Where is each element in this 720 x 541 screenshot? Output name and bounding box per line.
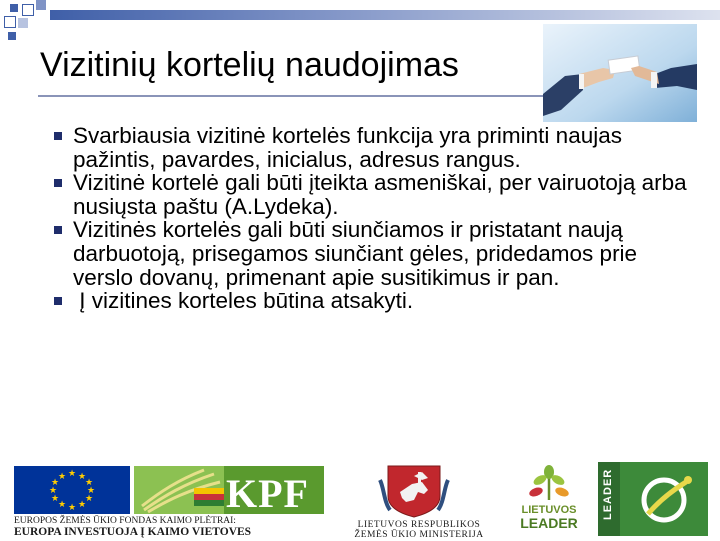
square-bullet-icon <box>54 226 62 234</box>
handshake-business-card-photo <box>543 24 697 122</box>
svg-text:★: ★ <box>77 472 87 482</box>
svg-text:★: ★ <box>84 478 94 488</box>
svg-text:★: ★ <box>77 500 87 510</box>
decor-square <box>18 18 28 28</box>
list-item <box>62 289 692 313</box>
title-underline <box>38 95 555 97</box>
leader-square-logo <box>598 462 708 536</box>
bullet-text: Vizitinės kortelės gali būti siunčiamos ir pristatant naują darbuotoją, prisegamos siunčiant gėles, pridedamos prie verslo dovanų, primenant apie susitikimus ir pan. <box>73 217 638 290</box>
square-bullet-icon <box>54 297 62 305</box>
coat-of-arms-logo <box>378 462 450 518</box>
bullet-text: Vizitinė kortelė gali būti įteikta asmeniškai, per vairuotoją arba nusiųsta paštu (A.Lydeka). <box>73 170 687 219</box>
list-item <box>62 171 692 218</box>
lietuvos-leader-line-2: LEADER <box>520 515 578 531</box>
lietuvos-leader-logo <box>516 464 582 502</box>
svg-text:★: ★ <box>84 494 94 504</box>
svg-text:★: ★ <box>67 503 77 513</box>
decor-square <box>22 4 34 16</box>
eu-caption-2: EUROPA INVESTUOJA Į KAIMO VIETOVES <box>14 526 252 538</box>
decor-square <box>36 0 46 10</box>
decor-square <box>4 16 16 28</box>
bullet-list <box>62 124 692 313</box>
decor-square <box>10 4 18 12</box>
svg-text:★: ★ <box>57 472 67 482</box>
square-bullet-icon <box>54 132 62 140</box>
svg-text:★: ★ <box>50 494 60 504</box>
list-item <box>62 218 692 289</box>
kpf-logo <box>134 466 324 514</box>
svg-text:★: ★ <box>57 500 67 510</box>
svg-text:★: ★ <box>67 469 77 479</box>
sponsor-logos <box>0 460 720 540</box>
ministry-line-1: LIETUVOS RESPUBLIKOS <box>357 520 481 530</box>
svg-text:★: ★ <box>86 486 96 496</box>
leader-vertical-text: LEADER <box>602 468 614 520</box>
square-bullet-icon <box>54 179 62 187</box>
eu-flag-logo <box>14 466 130 514</box>
svg-text:★: ★ <box>50 478 60 488</box>
svg-text:★: ★ <box>48 486 58 496</box>
kpf-logo-text: KPF <box>226 471 309 516</box>
bullet-text: Į vizitines korteles būtina atsakyti. <box>73 288 414 314</box>
list-item <box>62 124 692 171</box>
decor-square <box>8 32 16 40</box>
header-gradient-bar <box>50 10 720 20</box>
slide-title: Vizitinių kortelių naudojimas <box>40 46 459 84</box>
ministry-line-2: ŽEMĖS ŪKIO MINISTERIJA <box>354 530 484 540</box>
bullet-text: Svarbiausia vizitinė kortelės funkcija yra priminti naujas pažintis, pavardes, inicialus, adresus rangus. <box>73 123 622 172</box>
eu-caption-1: EUROPOS ŽEMĖS ŪKIO FONDAS KAIMO PLĖTRAI: <box>14 516 236 526</box>
lietuvos-leader-line-1: LIETUVOS <box>521 504 577 516</box>
